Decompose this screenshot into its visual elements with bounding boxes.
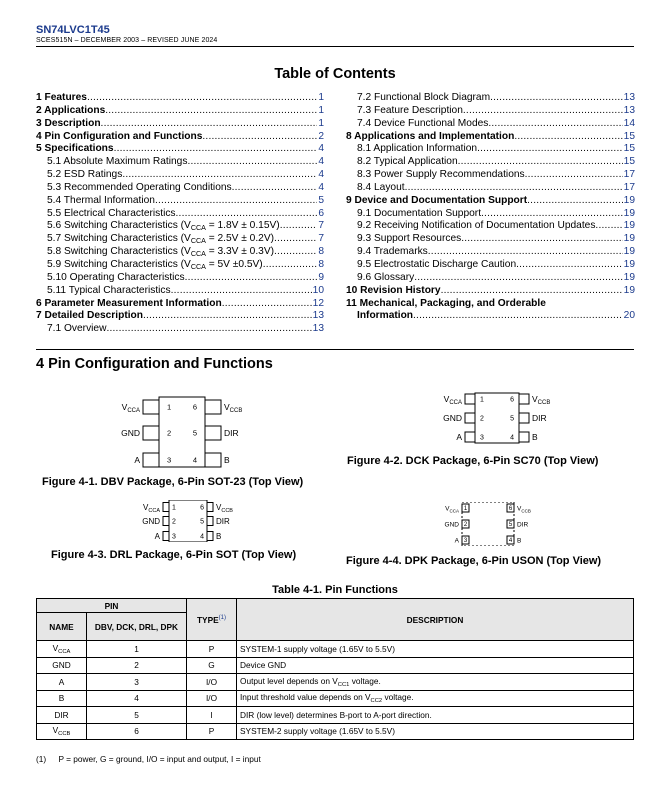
- pin-name-cell: GND: [37, 657, 87, 674]
- pin-number-cell: 4: [87, 690, 187, 707]
- pin-number: 2: [480, 415, 484, 423]
- toc-entry-label: 5.8 Switching Characteristics $(V_{CCA} = 3.3V \pm 0.3V)$: [47, 246, 275, 259]
- pin-number: 4: [200, 533, 204, 541]
- toc-entry-label: 5.5 Electrical Characteristics: [47, 207, 176, 219]
- toc-page-number[interactable]: 20: [623, 310, 635, 322]
- pin-pad: [465, 432, 475, 442]
- toc-leader-dots: [458, 156, 623, 169]
- pin-pad: [143, 453, 159, 467]
- table-row: [37, 707, 634, 724]
- pin-number: 3: [167, 455, 172, 465]
- toc-page-number[interactable]: 5: [318, 194, 324, 206]
- toc-entry[interactable]: [36, 259, 324, 272]
- pin-pad: [163, 517, 169, 526]
- toc-entry-label: 7.4 Device Functional Modes: [357, 117, 489, 129]
- pin-pad: [519, 413, 529, 423]
- toc-leader-dots: [202, 131, 317, 144]
- toc-page-number[interactable]: 7: [318, 220, 324, 232]
- toc-leader-dots: [263, 259, 318, 272]
- toc-leader-dots: [105, 105, 317, 118]
- toc-page-number[interactable]: 6: [318, 207, 324, 219]
- pin-name-cell: DIR: [37, 707, 87, 724]
- toc-title: Table of Contents: [274, 66, 396, 82]
- toc-entry[interactable]: [346, 169, 635, 182]
- name-header: NAME: [37, 613, 87, 641]
- pin-name-cell: B: [37, 690, 87, 707]
- toc-leader-dots: [488, 118, 622, 131]
- pin-name-label: $V_{CCB}$: [532, 394, 551, 407]
- pin-number: 5: [200, 518, 204, 526]
- toc-entry[interactable]: [36, 220, 324, 233]
- toc-entry-label: 8 Applications and Implementation: [346, 130, 515, 142]
- toc-entry-label: 6 Parameter Measurement Information: [36, 297, 222, 309]
- toc-entry-label: 9 Device and Documentation Support: [346, 194, 528, 206]
- toc-right-column: [346, 92, 635, 323]
- pin-name-label: $V_{CCA}$: [121, 402, 140, 415]
- toc-leader-dots: [176, 208, 318, 221]
- toc-entry-label: 5.6 Switching Characteristics $(V_{CCA} = 1.8V \pm 0.15V)$: [47, 220, 280, 233]
- toc-leader-dots: [481, 208, 623, 221]
- toc-entry[interactable]: [36, 92, 324, 105]
- toc-entry-label: 5.10 Operating Characteristics: [47, 271, 185, 283]
- document-revision-info: SCES515N – DECEMBER 2003 – REVISED JUNE 2024: [36, 37, 218, 44]
- pin-number: 5: [508, 522, 513, 529]
- section-title: 4 Pin Configuration and Functions: [36, 356, 273, 372]
- pin-description-cell: SYSTEM-2 supply voltage (1.65V to 5.5V): [237, 723, 634, 740]
- toc-leader-dots: [463, 105, 623, 118]
- toc-page-number[interactable]: 2: [318, 130, 324, 142]
- toc-page-number[interactable]: 15: [623, 130, 635, 142]
- toc-leader-dots: [143, 310, 312, 323]
- toc-entry[interactable]: [346, 208, 635, 221]
- toc-leader-dots: [525, 169, 623, 182]
- toc-entry[interactable]: [346, 246, 635, 259]
- pin-name-cell: $V_{CCB}$: [37, 723, 87, 740]
- pin-pad: [163, 503, 169, 512]
- pin-description-cell: DIR (low level) determines B-port to A-port direction.: [237, 707, 634, 724]
- toc-entry[interactable]: [346, 143, 635, 156]
- pin-name-label: $V_{CCA}$: [445, 505, 459, 514]
- toc-entry[interactable]: [36, 323, 324, 336]
- dck-package-diagram: [418, 390, 568, 446]
- toc-entry-label: 5.9 Switching Characteristics $(V_{CCA} = 5V \pm 0.5V)$: [47, 258, 263, 271]
- toc-leader-dots: [185, 272, 318, 285]
- toc-entry[interactable]: [36, 298, 324, 311]
- toc-page-number[interactable]: 17: [623, 181, 635, 193]
- toc-leader-dots: [114, 143, 318, 156]
- toc-entry[interactable]: [346, 272, 635, 285]
- pin-number: 4: [192, 455, 197, 465]
- toc-page-number[interactable]: 4: [318, 181, 324, 193]
- toc-leader-dots: [122, 169, 317, 182]
- dbv-figure-caption: Figure 4-1. DBV Package, 6-Pin SOT-23 (Top View): [42, 476, 304, 488]
- table-title: Table 4-1. Pin Functions: [272, 584, 398, 596]
- pin-number: 2: [167, 428, 172, 438]
- pin-description-cell: Device GND: [237, 657, 634, 674]
- pin-name-label: B: [532, 432, 538, 443]
- pin-name-label: A: [456, 432, 462, 443]
- toc-leader-dots: [413, 310, 623, 323]
- pin-name-label: $V_{CCA}$: [143, 502, 160, 514]
- toc-entry-label: 5.1 Absolute Maximum Ratings: [47, 156, 188, 168]
- toc-entry-label: 9.1 Documentation Support: [357, 207, 482, 219]
- toc-entry[interactable]: [346, 131, 635, 144]
- type-footnote-ref[interactable]: (1): [218, 614, 226, 621]
- pin-pad: [205, 426, 221, 440]
- toc-page-number[interactable]: 19: [623, 233, 635, 245]
- pin-pad: [207, 517, 213, 526]
- pin-type-cell: P: [187, 641, 237, 658]
- toc-page-number[interactable]: 8: [318, 246, 324, 258]
- toc-entry[interactable]: [36, 169, 324, 182]
- pin-name-label: GND: [121, 428, 140, 439]
- toc-page-number[interactable]: 13: [623, 92, 635, 103]
- toc-entry-label: 8.2 Typical Application: [357, 156, 458, 168]
- pin-number-cell: 6: [87, 723, 187, 740]
- drl-figure-caption: Figure 4-3. DRL Package, 6-Pin SOT (Top View): [51, 549, 297, 561]
- pin-name-label: GND: [444, 521, 459, 529]
- pin-name-label: $V_{CCB}$: [216, 502, 233, 514]
- toc-entry[interactable]: [36, 272, 324, 285]
- toc-page-number[interactable]: 4: [318, 156, 324, 168]
- table-row: [37, 690, 634, 707]
- toc-entry[interactable]: [36, 246, 324, 259]
- toc-entry[interactable]: [346, 233, 635, 246]
- toc-page-number[interactable]: 4: [318, 169, 324, 181]
- toc-page-number[interactable]: 13: [312, 310, 324, 322]
- toc-entry-label: 8.1 Application Information: [357, 143, 478, 155]
- toc-page-number[interactable]: 14: [623, 117, 635, 129]
- pin-pad: [519, 394, 529, 404]
- toc-entry-label: 9.6 Glossary: [357, 271, 415, 283]
- toc-leader-dots: [514, 131, 622, 144]
- toc-entry[interactable]: [346, 285, 635, 298]
- toc-entry[interactable]: [346, 259, 635, 272]
- pin-name-label: $V_{CCB}$: [224, 402, 243, 415]
- toc-leader-dots: [280, 220, 318, 233]
- packages-header: DBV, DCK, DRL, DPK: [87, 613, 187, 641]
- pin-number: 1: [463, 506, 468, 513]
- pin-number: 6: [508, 506, 513, 513]
- toc-entry[interactable]: [36, 310, 324, 323]
- toc-entry[interactable]: [36, 233, 324, 246]
- pin-description-cell: Output level depends on $V_{CC1}$ voltage.: [237, 674, 634, 691]
- description-header: DESCRIPTION: [237, 599, 634, 641]
- toc-entry[interactable]: [36, 105, 324, 118]
- toc-entry[interactable]: [36, 156, 324, 169]
- toc-leader-dots: [171, 285, 312, 298]
- toc-leader-dots: [101, 118, 318, 131]
- pin-name-cell: $V_{CCA}$: [37, 641, 87, 658]
- toc-page-number[interactable]: 8: [318, 258, 324, 270]
- toc-entry-label: 9.3 Support Resources: [357, 233, 462, 245]
- pin-pad: [519, 432, 529, 442]
- toc-leader-dots: [441, 285, 623, 298]
- pin-number: 5: [510, 415, 514, 423]
- pin-number: 3: [463, 538, 468, 545]
- type-header: TYPE$^{(1)}$: [187, 599, 237, 641]
- dbv-package-body: [159, 397, 205, 467]
- toc-page-number[interactable]: 12: [312, 297, 324, 309]
- toc-page-number[interactable]: 10: [312, 284, 324, 296]
- pin-number: 1: [172, 504, 176, 512]
- toc-page-number[interactable]: 17: [623, 169, 635, 181]
- pin-name-label: B: [517, 537, 522, 545]
- toc-entry[interactable]: [36, 195, 324, 208]
- pin-description-cell: Input threshold value depends on $V_{CC2}$ voltage.: [237, 690, 634, 707]
- pin-functions-table: [36, 598, 634, 740]
- toc-entry[interactable]: [346, 220, 635, 233]
- toc-entry-label: 5.7 Switching Characteristics $(V_{CCA} = 2.5V \pm 0.2V)$: [47, 233, 275, 246]
- table-row: [37, 657, 634, 674]
- pin-name-label: DIR: [224, 428, 239, 439]
- pin-number-cell: 5: [87, 707, 187, 724]
- toc-entry-label: 5.11 Typical Characteristics: [47, 284, 171, 296]
- toc-entry[interactable]: [36, 143, 324, 156]
- toc-leader-dots: [595, 220, 622, 233]
- pin-number: 2: [172, 518, 176, 526]
- toc-page-number[interactable]: 13: [312, 323, 324, 335]
- toc-leader-dots: [274, 233, 317, 246]
- toc-page-number[interactable]: 19: [623, 271, 635, 283]
- drl-package-diagram: [132, 500, 242, 542]
- toc-entry[interactable]: [346, 105, 635, 118]
- toc-entry-label: 5.2 ESD Ratings: [47, 169, 123, 181]
- pin-type-cell: G: [187, 657, 237, 674]
- toc-entry-label: 5.4 Thermal Information: [47, 194, 155, 206]
- toc-entry-label: Information: [357, 310, 414, 322]
- toc-entry[interactable]: [346, 195, 635, 208]
- toc-leader-dots: [428, 246, 623, 259]
- pin-name-label: B: [216, 531, 222, 541]
- toc-page-number[interactable]: 15: [623, 156, 635, 168]
- pin-name-label: GND: [142, 516, 160, 526]
- toc-leader-dots: [232, 182, 318, 195]
- pin-number-cell: 1: [87, 641, 187, 658]
- toc-entry[interactable]: [346, 92, 635, 105]
- toc-entry-label: 2 Applications: [36, 104, 106, 116]
- toc-leader-dots: [414, 272, 622, 285]
- pin-pad: [207, 503, 213, 512]
- pin-number: 4: [508, 538, 513, 545]
- toc-entry[interactable]: [346, 182, 635, 195]
- dbv-package-diagram: [110, 393, 260, 473]
- pin-pad: [205, 400, 221, 414]
- dck-figure-caption: Figure 4-2. DCK Package, 6-Pin SC70 (Top View): [347, 455, 599, 467]
- pin-number: 3: [172, 533, 176, 541]
- toc-page-number[interactable]: 4: [318, 143, 324, 155]
- toc-leader-dots: [527, 195, 623, 208]
- pin-pad: [465, 413, 475, 423]
- toc-entry[interactable]: [36, 131, 324, 144]
- toc-entry-label: 7.1 Overview: [47, 323, 107, 335]
- toc-entry-label: 5.3 Recommended Operating Conditions: [47, 181, 232, 193]
- toc-page-number[interactable]: 19: [623, 194, 635, 206]
- toc-page-number[interactable]: 7: [318, 233, 324, 245]
- toc-entry[interactable]: [36, 208, 324, 221]
- pin-number: 6: [510, 396, 514, 404]
- toc-entry-label: 7.3 Feature Description: [357, 104, 463, 116]
- toc-entry-label: 5 Specifications: [36, 143, 114, 155]
- pin-type-cell: I/O: [187, 674, 237, 691]
- dpk-package-diagram: [432, 502, 552, 546]
- footnote-text: P = power, G = ground, I/O = input and output, I = input: [58, 754, 261, 764]
- toc-page-number[interactable]: 13: [623, 104, 635, 116]
- pin-name-label: $V_{CCB}$: [517, 505, 531, 514]
- toc-entry-label: 9.4 Trademarks: [357, 246, 428, 258]
- pin-pad: [143, 400, 159, 414]
- toc-page-number[interactable]: 19: [623, 284, 635, 296]
- toc-leader-dots: [106, 323, 311, 336]
- toc-page-number[interactable]: 19: [623, 246, 635, 258]
- toc-page-number[interactable]: 1: [318, 104, 324, 116]
- table-row: [37, 674, 634, 691]
- pin-name-label: DIR: [216, 516, 230, 526]
- pin-number: 6: [200, 504, 204, 512]
- toc-leader-dots: [274, 246, 317, 259]
- toc-leader-dots: [405, 182, 623, 195]
- pin-number-cell: 2: [87, 657, 187, 674]
- toc-entry-label: 10 Revision History: [346, 284, 441, 296]
- header-divider: [36, 46, 634, 47]
- table-footnote: [36, 754, 261, 764]
- pin-name-label: GND: [443, 413, 462, 424]
- toc-leader-dots: [516, 259, 623, 272]
- table-row: [37, 641, 634, 658]
- toc-entry-label: 11 Mechanical, Packaging, and Orderable: [346, 297, 546, 309]
- pin-name-label: DIR: [532, 413, 547, 424]
- toc-leader-dots: [222, 298, 312, 311]
- toc-entry-label: 9.2 Receiving Notification of Documentation Updates: [357, 220, 596, 232]
- pin-number: 3: [480, 434, 484, 442]
- toc-leader-dots: [490, 92, 623, 105]
- pin-name-label: B: [224, 455, 230, 466]
- pin-number: 6: [192, 402, 197, 412]
- pin-name-label: DIR: [517, 521, 529, 529]
- toc-entry-label: 8.4 Layout: [357, 181, 405, 193]
- toc-entry[interactable]: [36, 118, 324, 131]
- pin-name-label: $V_{CCA}$: [443, 394, 462, 407]
- toc-leader-dots: [87, 92, 317, 105]
- toc-entry[interactable]: [346, 156, 635, 169]
- pin-number: 5: [192, 428, 197, 438]
- toc-page-number[interactable]: 9: [318, 271, 324, 283]
- pin-number-cell: 3: [87, 674, 187, 691]
- dpk-package-body: [462, 502, 514, 546]
- pin-pad: [205, 453, 221, 467]
- toc-entry-label: 7 Detailed Description: [36, 310, 143, 322]
- pin-name-label: A: [134, 455, 140, 466]
- pin-description-cell: SYSTEM-1 supply voltage (1.65V to 5.5V): [237, 641, 634, 658]
- toc-entry-label: 3 Description: [36, 117, 101, 129]
- pin-number: 2: [463, 522, 468, 529]
- pin-type-cell: I: [187, 707, 237, 724]
- toc-page-number[interactable]: 19: [623, 220, 635, 232]
- toc-page-number[interactable]: 1: [318, 92, 324, 103]
- pin-pad: [143, 426, 159, 440]
- dpk-figure-caption: Figure 4-4. DPK Package, 6-Pin USON (Top View): [346, 555, 602, 567]
- toc-entry[interactable]: [36, 182, 324, 195]
- pin-name-label: A: [154, 531, 160, 541]
- toc-entry[interactable]: [346, 118, 635, 131]
- toc-leader-dots: [155, 195, 317, 208]
- toc-leader-dots: [461, 233, 622, 246]
- toc-entry[interactable]: [346, 310, 635, 323]
- part-number: SN74LVC1T45: [36, 24, 110, 36]
- pin-number: 1: [480, 396, 484, 404]
- pin-name-cell: A: [37, 674, 87, 691]
- pin-type-cell: P: [187, 723, 237, 740]
- footnote-marker: (1): [36, 754, 47, 764]
- pin-pad: [207, 532, 213, 541]
- toc-entry-label: 9.5 Electrostatic Discharge Caution: [357, 258, 517, 270]
- toc-left-column: [36, 92, 324, 336]
- toc-page-number[interactable]: 19: [623, 207, 635, 219]
- pin-pad: [465, 394, 475, 404]
- toc-entry-label: 7.2 Functional Block Diagram: [357, 92, 491, 103]
- pin-number: 1: [167, 402, 172, 412]
- toc-entry-label: 8.3 Power Supply Recommendations: [357, 169, 525, 181]
- pin-pad: [163, 532, 169, 541]
- section-divider: [36, 349, 634, 350]
- toc-entry-label: 4 Pin Configuration and Functions: [36, 130, 203, 142]
- pin-group-header: PIN: [37, 599, 187, 613]
- pin-number: 4: [510, 434, 514, 442]
- toc-page-number[interactable]: 19: [623, 258, 635, 270]
- toc-entry[interactable]: [346, 298, 635, 311]
- pin-type-cell: I/O: [187, 690, 237, 707]
- toc-leader-dots: [187, 156, 317, 169]
- toc-entry-label: 1 Features: [36, 92, 87, 103]
- toc-leader-dots: [477, 143, 623, 156]
- pin-name-label: A: [454, 537, 459, 545]
- table-row: [37, 723, 634, 740]
- toc-page-number[interactable]: 15: [623, 143, 635, 155]
- toc-entry[interactable]: [36, 285, 324, 298]
- toc-page-number[interactable]: 1: [318, 117, 324, 129]
